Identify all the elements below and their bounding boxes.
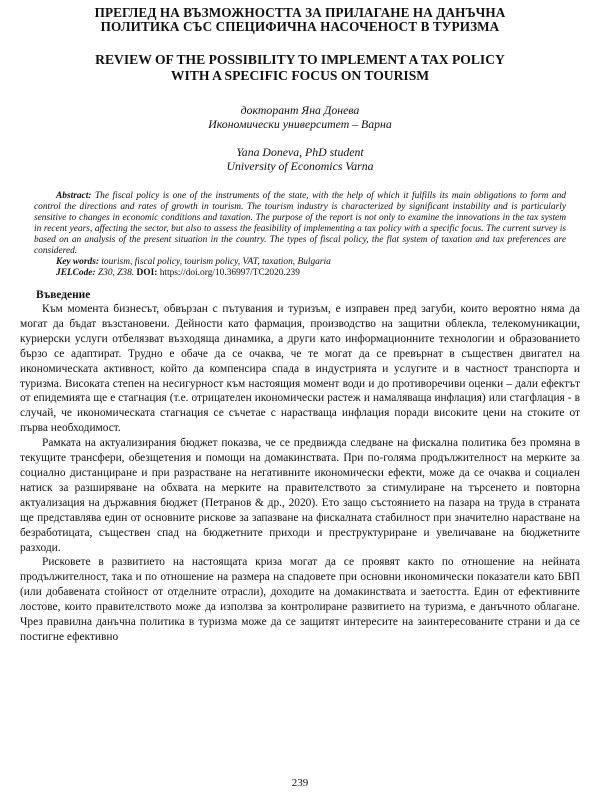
title-en-line-2: WITH A SPECIFIC FOCUS ON TOURISM xyxy=(170,67,430,83)
title-en-line-1: REVIEW OF THE POSSIBILITY TO IMPLEMENT A TAX POLICY xyxy=(95,52,505,67)
keywords-label: Key words: xyxy=(56,257,99,267)
abstract-label: Abstract: xyxy=(56,191,92,201)
doi-label: DOI: xyxy=(134,268,158,278)
author-english xyxy=(20,145,580,173)
paragraph-1: Към момента бизнесът, обвързан с пътувания и туризъм, е изправен пред загуби, които вероятно няма да могат да бъдат възстановени. Дейности като фармация, производство на защитни облекла, телекомуникации, куриерски услуги отбелязват възходяща динамика, а други като информационните технологии и образованието бързо се адаптират. Трудно е обаче да се очаква, че те могат да се превърнат в съществен двигател на икономическата активност, който да компенсира спада в индустрията и услугите и в частност транспорта и туризма. Високата степен на несигурност към настоящия момент води и до противоречиви оценки – дали ефектът от епидемията ще е стагнация (т.е. отрицателен икономически растеж и намаляваща инфлация) или стагфлация - в случай, че икономическата стагнация се съчетае с нарастваща инфлация поради високите цени на стоките от първа необходимост. xyxy=(20,303,580,435)
author-bulgarian xyxy=(20,103,580,131)
keywords-text: tourism, fiscal policy, tourism policy, VAT, taxation, Bulgaria xyxy=(98,257,331,267)
author-en-affiliation: University of Economics Varna xyxy=(226,159,374,173)
doi-link[interactable]: https://doi.org/10.36997/TC2020.239 xyxy=(157,268,300,278)
abstract-text: The fiscal policy is one of the instruments of the state, with the help of which it fulfills its main obligations to form and control the directions and rates of growth in tourism. The tourism industry is characterized by significant instability and is particularly sensitive to changes in economic conditions and taxation. The purpose of the report is not only to examine the innovations in the tax system in recent years, affecting the sector, but also to assess the feasibility of implementing a tax policy with a specific focus. The current survey is based on an analysis of the present situation in the country. The types of fiscal policy, the flat system of taxation and tax preferences are considered. xyxy=(34,191,566,256)
title-english xyxy=(20,52,580,83)
jel-doi xyxy=(34,268,566,279)
title-bulgarian xyxy=(20,6,580,34)
body-text xyxy=(20,302,580,645)
author-en-name: Yana Doneva, PhD student xyxy=(236,145,364,159)
title-bg-line-2: ПОЛИТИКА СЪС СПЕЦИФИЧНА НАСОЧЕНОСТ В ТУРИЗМА xyxy=(100,19,500,34)
paragraph-2: Рамката на актуализирания бюджет показва, че се предвижда следване на фискална политика без промяна в текущите трансфери, обезщетения и помощи на домакинствата. При по-голяма продължителност на мерките за социално дистанциране и при разрастване на негативните икономически ефекти, може да се очаква и социален натиск за разширяване на обхвата на мерките на правителството за стимулиране на търсенето и повторна актуализация на държавния бюджет (Петранов & др., 2020). Ето защо състоянието на пазара на труда в страната ще представлява един от основните рискове за запазване на фискалната стабилност при значително нарастване на безработицата, съществен спад на бюджетните приходи и преструктуриране и увеличаване на бюджетните разходи. xyxy=(20,437,580,554)
abstract xyxy=(34,191,566,257)
keywords xyxy=(34,257,566,268)
author-bg-affiliation: Икономически университет – Варна xyxy=(208,117,392,131)
paragraph-3: Рисковете в развитието на настоящата криза могат да се проявят както по отношение на нейната продължителност, така и по отношение на размера на спадовете при основни икономически показатели като БВП (или добавената стойност от отделните отрасли), доходите на домакинствата и заетостта. Един от ефективните лостове, които правителството може да използва за контролиране развитието на туризма, е данъчното облагане. Чрез правилна данъчна политика в туризма може да се защитят интересите на заинтересованите страни и да се постигне ефективно xyxy=(20,556,580,643)
title-bg-line-1: ПРЕГЛЕД НА ВЪЗМОЖНОСТТА ЗА ПРИЛАГАНЕ НА ДАНЪЧНА xyxy=(94,5,506,20)
author-bg-name: докторант Яна Донева xyxy=(240,103,360,117)
jel-codes: Z30, Z38. xyxy=(95,268,135,278)
jel-label: JELCode: xyxy=(56,268,96,278)
page-number: 239 xyxy=(291,777,309,789)
section-title: Въведение xyxy=(36,289,91,301)
